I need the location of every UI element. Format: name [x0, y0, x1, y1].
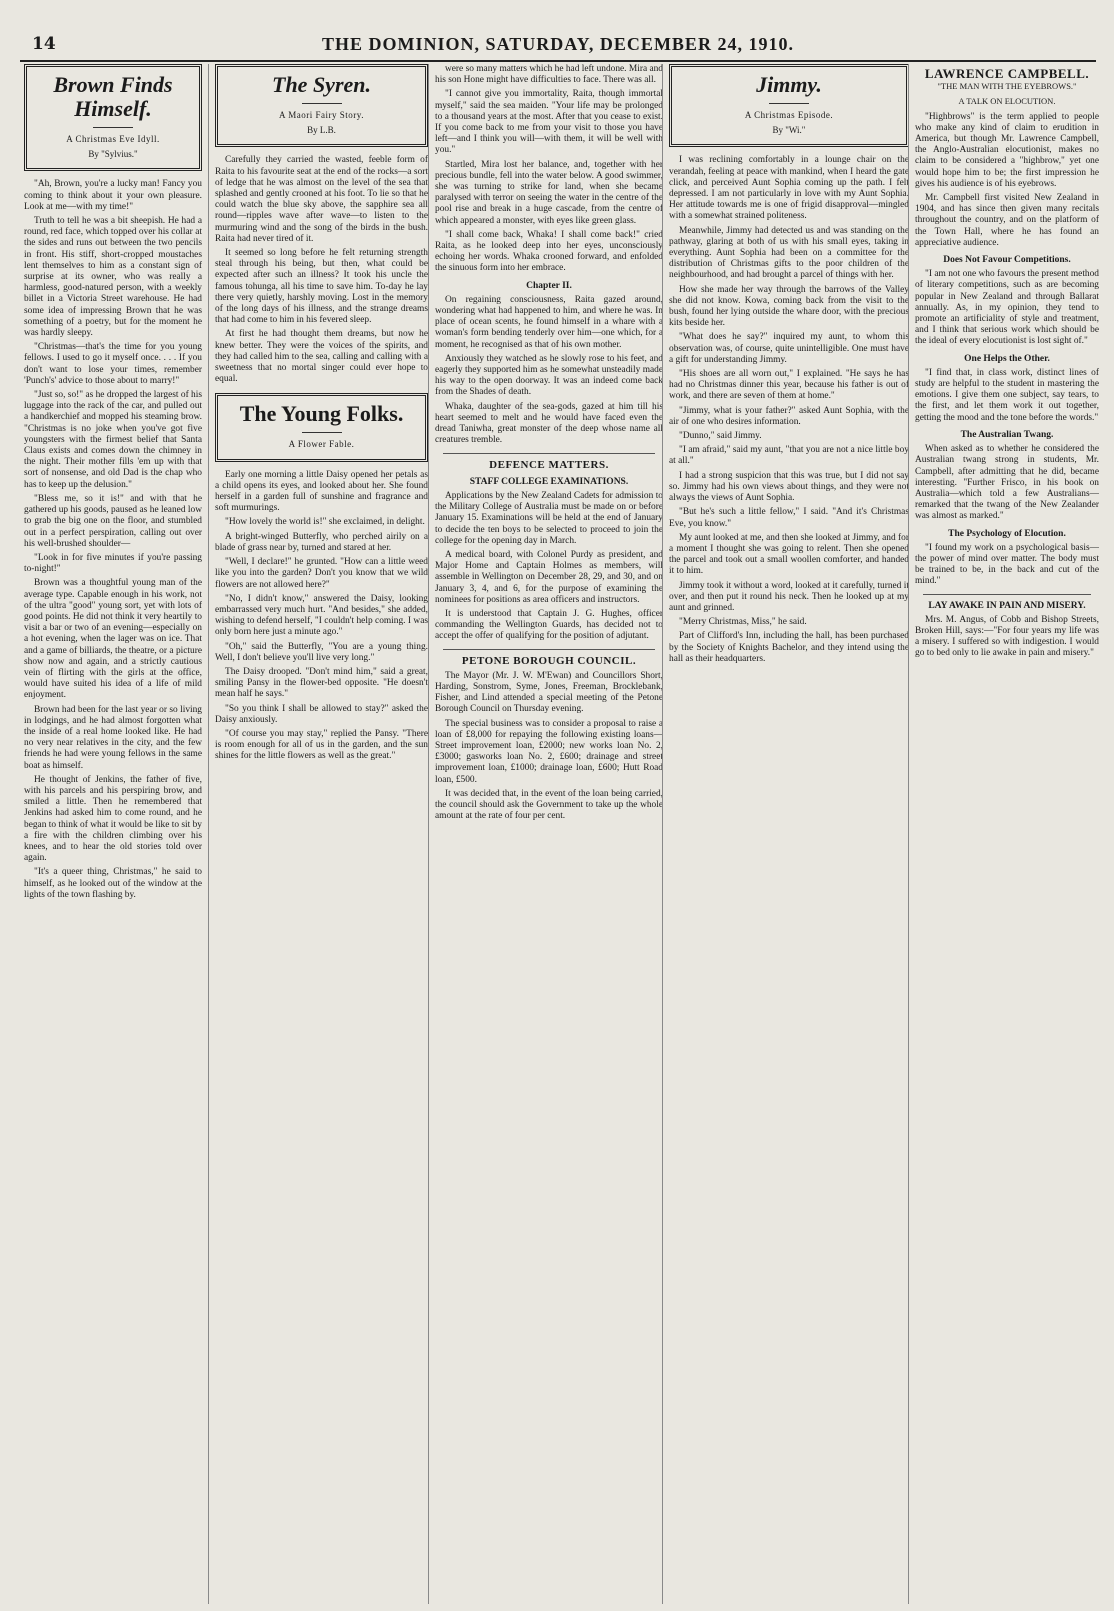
paragraph: A medical board, with Colonel Purdy as president, and Major Home and Captain Holmes as members, will assemble in Wellington on December 28, 29, and 30, and on January 3, 4, and 6, for the purpose of examining the nominees for positions as area officers and instructors.: [435, 549, 663, 605]
article-subheading: A TALK ON ELOCUTION.: [958, 96, 1056, 107]
story-byline: By L.B.: [307, 125, 336, 136]
story-title: The Syren.: [272, 72, 371, 97]
paragraph: I had a strong suspicion that this was true, but I did not say so. Jimmy had his own views about things, and they were not always the views of Aunt Sophia.: [669, 470, 909, 504]
paragraph: "Highbrows" is the term applied to people who make any kind of claim to erudition in America, but though Mr. Lawrence Campbell, the Anglo-Australian elocutionist, makes no claim to be considered a "highbrow," yet one would hope him to be; the first impression he gives his audience is of his eyebrows.: [915, 111, 1099, 189]
section-heading: The Australian Twang.: [960, 429, 1054, 440]
story-title: Brown Finds Himself.: [53, 72, 173, 121]
paragraph: It was decided that, in the event of the loan being carried, the council should ask the Government to take up the whole amount at the rate of four per cent.: [435, 788, 663, 822]
paragraph: How she made her way through the barrows of the Valley she did not know. Kowa, coming back from the visit to the bush, found her lying outside the whare door, with the precious kits beside her.: [669, 284, 909, 329]
paragraph: "Dunno," said Jimmy.: [679, 431, 762, 442]
paragraph: "It's a queer thing, Christmas," he said to himself, as he looked out of the window at the lights of the town flashing by.: [24, 867, 202, 900]
story-body: [669, 155, 909, 665]
paragraph: "No, I didn't know," answered the Daisy, looking embarrassed very much hurt. "And besides," she added, wishing to defend herself, "I couldn't help coming. I was only born here just a minute ago.": [215, 593, 428, 638]
divider: [302, 103, 342, 104]
paragraph: Whaka, daughter of the sea-gods, gazed at him till his heart seemed to melt and he would have faced even the dread Taniwha, great monster of the deep whose name all creatures tremble.: [435, 401, 663, 446]
paragraph: "Bless me, so it is!" and with that he gathered up his goods, paused as he leaned low to grab the big one on the floor, and stumbled out in a perfect perspiration, calling out over his well-brushed shoulder—: [24, 493, 202, 549]
paragraph: When asked as to whether he considered the Australian twang strong in students, Mr. Campbell, after admitting that he did, became interesting. "Further Frisco, in his book on Australia—which told a few Australians—remarked that the twang of the New Zealander was almost as marked.": [915, 444, 1099, 522]
paragraph: The special business was to consider a proposal to raise a loan of £8,000 for repaying the following existing loans—Street improvement loan, £2000; new works loan No. 2, £3000; gasworks loan No. 2, £600; drainage and street improvement loan, £1000; drainage loan, £600; Hutt Road loan, £500.: [435, 718, 663, 785]
paragraph: "Ah, Brown, you're a lucky man! Fancy you coming to think about it your own pleasure. Look at me—with my time!": [24, 179, 202, 212]
paragraph: Truth to tell he was a bit sheepish. He had a round, red face, which topped over his collar at the sides and runs out between the two pencils in front. His stiff, short-cropped moustaches lent themselves to him as a constant sign of surprise at its owner, who was really a harmless, good-natured person, with a weekly billet in a Victoria Street warehouse. He had some idea of impressing Brown that he was something of a poetry, but for the moment he was hardly sleepy.: [24, 216, 202, 339]
story-subtitle: A Maori Fairy Story.: [279, 110, 364, 120]
divider: [93, 127, 133, 128]
paragraph: "I am afraid," said my aunt, "that you are not a nice little boy at all.": [669, 445, 909, 467]
paragraph: It seemed so long before he felt returning strength steal through his being, but then, what could be expected after such an illness? It took his uncle the famous tohunga, all his time to save him. To-day he lay there very quietly, harshly moving. Lost in the memory of the long days of his illness, and the strange dreams that had come to him in his fevered sleep.: [215, 248, 428, 326]
paragraph: "So you think I shall be allowed to stay?" asked the Daisy anxiously.: [215, 703, 428, 725]
divider: [443, 453, 655, 454]
page-number: 14: [32, 34, 56, 54]
paragraph: On regaining consciousness, Raita gazed around, wondering what had happened to him, and where he was. In place of ocean scents, he found himself in a whare with a woman's form bending tenderly over him—one which, for a moment, he recognised as that of his own mother.: [435, 294, 663, 350]
section-heading: The Psychology of Elocution.: [948, 528, 1066, 539]
paragraph: were so many matters which he had left undone. Mira and his son Hone might have difficulties to face. There was all.: [435, 64, 663, 86]
story-title: Jimmy.: [756, 72, 822, 97]
paragraph: "How lovely the world is!" she exclaimed, in delight.: [225, 517, 425, 528]
story-byline: By "Wi.": [772, 125, 806, 136]
paragraph: "What does he say?" inquired my aunt, to whom this observation was, of course, quite unintelligible. One must have a gift for understanding Jimmy.: [669, 332, 909, 365]
chapter-heading: Chapter II.: [526, 280, 572, 291]
paragraph: My aunt looked at me, and then she looked at Jimmy, and for a moment I thought she was going to relent. Then she opened the parcel and took out a small woollen comforter, and handed it to him.: [669, 532, 909, 577]
paragraph: "Oh," said the Butterfly, "You are a young thing. Well, I don't believe you'll live very long.": [215, 641, 428, 663]
story-body: [435, 295, 663, 447]
paragraph: It is understood that Captain J. G. Hughes, officer commanding the Wellington Guards, has decided not to accept the offer of qualifying for the position of adjutant.: [435, 608, 663, 642]
article-body: [915, 368, 1099, 424]
section-heading: PETONE BOROUGH COUNCIL.: [461, 654, 637, 667]
paragraph: "But he's such a little fellow," I said. "And it's Christmas Eve, you know.": [669, 507, 909, 529]
story-subtitle: A Christmas Eve Idyll.: [66, 134, 160, 144]
paragraph: A bright-winged Butterfly, who perched airily on a blade of grass near by, turned and stared at her.: [215, 531, 428, 553]
section-heading: One Helps the Other.: [964, 353, 1050, 364]
story-body: [215, 155, 428, 385]
story-title-box: [669, 64, 909, 147]
advert-heading: LAY AWAKE IN PAIN AND MISERY.: [928, 600, 1086, 611]
paragraph: Mr. Campbell first visited New Zealand in 1904, and has since then given many recitals throughout the country, and on the platform of the Town Hall, where he has found an appreciative audience.: [915, 193, 1099, 248]
paragraph: "I shall come back, Whaka! I shall come back!" cried Raita, as he looked deep into her eyes, unconsciously echoing her words. Whaka crooned forward, and enfolded the sinuous form into her embrace.: [435, 229, 663, 274]
paragraph: Brown was a thoughtful young man of the average type. Capable enough in his work, not of the ultra "good" young sort, yet with lots of good points. He did not think it very heartily to visit a bar or two of an evening—especially on a hot evening, when the lager was on ice. That and a game of billiards, the theatre, or a picture show now and again, and a strictly cautious vein of flirting with the girls at the office, would have suited his idea of a life of mild enjoyment.: [24, 578, 202, 701]
paragraph: Part of Clifford's Inn, including the hall, has been purchased by the Society of Knights Bachelor, and they intend using the hall as their headquarters.: [669, 631, 909, 664]
section-title-box: [215, 393, 428, 461]
masthead: [20, 34, 1096, 62]
paragraph: "Of course you may stay," replied the Pansy. "There is room enough for all of us in the garden, and the sun shines for the little flowers as well as the great.": [215, 728, 428, 762]
section-subtitle: A Flower Fable.: [288, 439, 355, 450]
article-subtitle: "THE MAN WITH THE EYEBROWS.": [937, 81, 1077, 92]
article-body: [435, 491, 663, 643]
paragraph: "Look in for five minutes if you're passing to-night!": [24, 552, 202, 575]
divider: [769, 103, 809, 104]
divider: [923, 594, 1091, 595]
column-3: [428, 64, 663, 1604]
section-heading: Does Not Favour Competitions.: [943, 255, 1071, 266]
section-subheading: STAFF COLLEGE EXAMINATIONS.: [469, 476, 629, 487]
advert-body: [915, 615, 1099, 660]
section-title: The Young Folks.: [239, 401, 404, 427]
column-4: [662, 64, 909, 1604]
paragraph: Applications by the New Zealand Cadets for admission to the Military College of Australia must be made on or before January 15. Examinations will be held at the end of January to decide the ten boys to be selected to proceed to join the college for the opening day in March.: [435, 490, 663, 546]
paragraph: "His shoes are all worn out," I explained. "He says he has had no Christmas dinner this year, because his father is out of work, and there are seven of them at home.": [669, 369, 909, 402]
article-title: LAWRENCE CAMPBELL.: [924, 66, 1090, 81]
article-body: [915, 444, 1099, 522]
paragraph: Early one morning a little Daisy opened her petals as a child opens its eyes, and looked about her. She found herself in a garden full of sunshine and fragrance and soft murmurings.: [215, 469, 428, 514]
divider: [443, 649, 655, 650]
newspaper-title: THE DOMINION, SATURDAY, DECEMBER 24, 1910.: [322, 34, 794, 54]
column-1: [24, 64, 202, 1604]
paragraph: "Christmas—that's the time for you young fellows. I used to go it myself once. . . . If you don't want to lose your times, remember 'Punch's' advice to those about to marry!": [24, 342, 202, 386]
paragraph: "Well, I declare!" he grunted. "How can a little weed like you into the garden? Don't you know that we wild flowers are not allowed here?": [215, 557, 428, 590]
paragraph: "I find that, in class work, distinct lines of study are helpful to the student in mastering the emotions. I give them one subject, say tears, to the first, and let them work it out together, getting the mood and the tone before the words.": [915, 367, 1099, 423]
paragraph: "I cannot give you immortality, Raita, though immortal myself," said the sea maiden. "Your life may be prolonged to a thousand years at the most. After that you cease to exist. If you come back to me from your visit to those you have left—and I think you will—with them, it will be well with you.": [435, 89, 663, 156]
paragraph: "Just so, so!" as he dropped the largest of his luggage into the rack of the car, and pulled out a handkerchief and mopped his steaming brow. "Christmas is no joke when you've got five youngsters with the firmest belief that Santa Claus exists and comes down the chimney in the night. Their mother fills 'em up with that sort of nonsense, and old Dad is the chap who has to keep up the delusion.": [24, 390, 202, 490]
section-heading: DEFENCE MATTERS.: [489, 458, 609, 471]
story-title-box: [215, 64, 428, 147]
article-body: [435, 671, 663, 823]
paragraph: The Daisy drooped. "Don't mind him," said a great, smiling Pansy in the flower-bed opposite. "He doesn't mean half he says.": [215, 666, 428, 700]
article-body: [915, 112, 1099, 249]
paragraph: At first he had thought them dreams, but now he knew better. They were the voices of the spirits, and they had called him to the sea, calling and calling with a sweetness that no mortal singer could ever hope to equal.: [215, 329, 428, 385]
story-subtitle: A Christmas Episode.: [744, 110, 834, 120]
paragraph: "Jimmy, what is your father?" asked Aunt Sophia, with the air of one who desires information.: [669, 405, 909, 427]
column-5: [908, 64, 1099, 1604]
paragraph: Anxiously they watched as he slowly rose to his feet, and eagerly they supported him as he somewhat unsteadily made his way to the open doorway. It was an indeed come back from the Shades of death.: [435, 353, 663, 398]
story-title-box: [24, 64, 202, 171]
story-body: [435, 64, 663, 275]
article-body: [915, 269, 1099, 347]
article-body: [915, 543, 1099, 588]
paragraph: Meanwhile, Jimmy had detected us and was standing on the pathway, glaring at both of us with his small eyes, taking in everything. Aunt Sophia had been on a committee for the distribution of Christmas gifts to the poor children of the neighbourhood, and had brought a parcel of things with her.: [669, 225, 909, 281]
paragraph: "I found my work on a psychological basis—the power of mind over matter. The body must be trained to be, in the back and cut of the mind.": [915, 542, 1099, 587]
divider: [302, 432, 342, 433]
paragraph: I was reclining comfortably in a lounge chair on the verandah, feeling at peace with mankind, when I heard the gate click, and perceived Aunt Sophia coming up the path. I felt depressed. I am not particularly in love with my Aunt Sophia. Her attitude towards me is one of frigid disapproval—mingled with a somewhat strained politeness.: [669, 155, 909, 222]
column-2: [208, 64, 428, 1604]
paragraph: Startled, Mira lost her balance, and, together with her precious bundle, fell into the water below. A good swimmer, she was turning to strike for land, when she became paralysed with terror on seeing the water in the centre of the pool rise and break in a huge cascade, from the centre of which appeared a monster, with eyes like green glass.: [435, 159, 663, 226]
story-byline: By "Sylvius.": [88, 149, 138, 160]
paragraph: "I am not one who favours the present method of literary competitions, such as are becoming popular in New Zealand and through Ballarat annually. As, in my opinion, they tend to promote an artificiality of style and treatment, and I think that serious work which should be the ideal of every elocutionist is lost sight of.": [915, 269, 1099, 347]
paragraph: Carefully they carried the wasted, feeble form of Raita to his favourite seat at the end of the rocks—a sort of ledge that he was almost on the level of the sea that splashed and gently crooned at his foot. To lie so that he could watch the blue sky above, the sapphire sea all round—ripples wave after wave—to listen to the murmuring wind and the song of the birds in the bush. Raita had never tired of it.: [215, 155, 428, 244]
paragraph: "Merry Christmas, Miss," he said.: [679, 617, 807, 628]
paragraph: Jimmy took it without a word, looked at it carefully, turned it over, and then put it round his neck. Then he looked up at my aunt and grinned.: [669, 580, 909, 613]
paragraph: He thought of Jenkins, the father of five, with his parcels and his perspiring brow, and smiled a little. Then he remembered that Jenkins had asked him to come round, and he began to think of what it would be like to sit by a fire with the children climbing over his knees, and to hear the old stories told over again.: [24, 774, 202, 864]
paragraph: Mrs. M. Angus, of Cobb and Bishop Streets, Broken Hill, says:—"For four years my life was a misery. I suffered so with indigestion. I would go to bed only to lie awake in pain and misery.": [915, 614, 1099, 659]
story-body: [24, 179, 202, 901]
story-body: [215, 470, 428, 763]
paragraph: Brown had been for the last year or so living in lodgings, and he had almost forgotten what the inside of a real home looked like. He had no very near relatives in the city, and the few friends he had were young fellows in the same boat as himself.: [24, 704, 202, 771]
paragraph: The Mayor (Mr. J. W. M'Ewan) and Councillors Short, Harding, Sonstrom, Syme, Jones, Freeman, Brocklebank, Fisher, and Lind attended a special meeting of the Petone Borough Council on Thursday evening.: [435, 670, 663, 715]
